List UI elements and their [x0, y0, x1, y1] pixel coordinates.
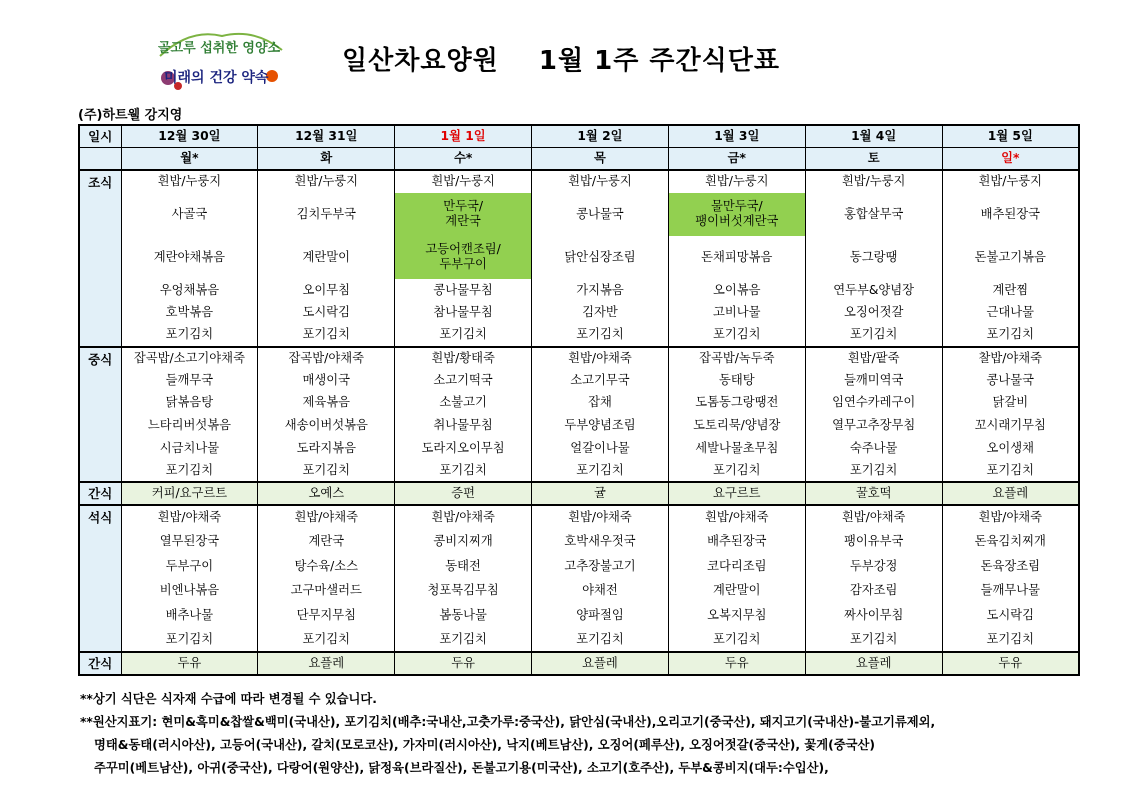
- dinner-row: [79, 529, 1079, 554]
- menu-item: 흰밥/야채죽: [668, 505, 805, 530]
- menu-item: 짜사이무침: [805, 603, 942, 628]
- menu-item: 포기김치: [121, 324, 258, 347]
- menu-item: 포기김치: [395, 459, 532, 482]
- menu-item: 돈채피망볶음: [668, 236, 805, 279]
- menu-item: 두부양념조림: [532, 414, 669, 437]
- lunch-row: [79, 347, 1079, 370]
- menu-item: 소고기무국: [532, 369, 669, 392]
- menu-item: 계란찜: [942, 279, 1079, 302]
- menu-item: 청포묵김무침: [395, 578, 532, 603]
- logo-line1: 골고루 섭취한 영양소: [158, 41, 281, 56]
- menu-item: 흰밥/누룽지: [942, 170, 1079, 193]
- menu-item: 가지볶음: [532, 279, 669, 302]
- menu-item: 비엔나볶음: [121, 578, 258, 603]
- snack-item: 요플레: [942, 482, 1079, 505]
- snack-item: 꿀호떡: [805, 482, 942, 505]
- menu-item: 두부구이: [121, 554, 258, 579]
- weekday-cell: 월*: [121, 148, 258, 171]
- snack-item: 요플레: [258, 652, 395, 675]
- note-origin-1: **원산지표기: 현미&흑미&찹쌀&백미(국내산), 포기김치(배추:국내산,고춧가루:중국산), 닭안심(국내산),오리고기(중국산), 돼지고기(국내산)-불고기류제외,: [80, 715, 936, 729]
- weekday-cell: 수*: [395, 148, 532, 171]
- menu-item: 양파절임: [532, 603, 669, 628]
- menu-item: 임연수카레구이: [805, 392, 942, 415]
- breakfast-row: [79, 279, 1079, 302]
- lunch-row: [79, 459, 1079, 482]
- snack-item: 요플레: [805, 652, 942, 675]
- title-center: 일산차요양원: [341, 46, 499, 76]
- menu-item: 김자반: [532, 301, 669, 324]
- menu-item: 돈육김치찌개: [942, 529, 1079, 554]
- menu-item: 오이무침: [258, 279, 395, 302]
- menu-item: 단무지무침: [258, 603, 395, 628]
- menu-item: 계란말이: [258, 236, 395, 279]
- menu-item: 사골국: [121, 193, 258, 236]
- menu-item: 물만두국/ 팽이버섯계란국: [668, 193, 805, 236]
- menu-item: 연두부&양념장: [805, 279, 942, 302]
- date-cell: 1월 1일: [395, 125, 532, 148]
- menu-item: 계란말이: [668, 578, 805, 603]
- menu-item: 흰밥/야채죽: [532, 505, 669, 530]
- header-label: 일시: [79, 125, 121, 148]
- menu-item: 돈불고기볶음: [942, 236, 1079, 279]
- logo-line2: 미래의 건강 약속: [164, 70, 269, 86]
- menu-item: 동그랑땡: [805, 236, 942, 279]
- menu-item: 배추나물: [121, 603, 258, 628]
- menu-item: 매생이국: [258, 369, 395, 392]
- menu-item: 돈육장조림: [942, 554, 1079, 579]
- snack-item: 두유: [668, 652, 805, 675]
- menu-item: 도라지오이무침: [395, 437, 532, 460]
- snack2-label: 간식: [79, 652, 121, 675]
- snack-item: 두유: [121, 652, 258, 675]
- menu-item: 닭볶음탕: [121, 392, 258, 415]
- menu-item: 흰밥/누룽지: [258, 170, 395, 193]
- menu-item: 흰밥/야채죽: [805, 505, 942, 530]
- menu-item: 오이생채: [942, 437, 1079, 460]
- menu-item: 고등어캔조림/ 두부구이: [395, 236, 532, 279]
- menu-item: 흰밥/야채죽: [121, 505, 258, 530]
- menu-item: 포기김치: [668, 324, 805, 347]
- menu-item: 세발나물초무침: [668, 437, 805, 460]
- menu-item: 얼갈이나물: [532, 437, 669, 460]
- snack-item: 오예스: [258, 482, 395, 505]
- menu-item: 고비나물: [668, 301, 805, 324]
- menu-item: 포기김치: [258, 459, 395, 482]
- menu-item: 포기김치: [668, 459, 805, 482]
- breakfast-row: [79, 236, 1079, 279]
- note-origin-2: 명태&동태(러시아산), 고등어(국내산), 갈치(모로코산), 가자미(러시아산), 낙지(베트남산), 오징어(페루산), 오징어젓갈(중국산), 꽃게(중국산): [94, 738, 876, 752]
- menu-item: 포기김치: [532, 324, 669, 347]
- date-cell: 1월 3일: [668, 125, 805, 148]
- menu-item: 호박새우젓국: [532, 529, 669, 554]
- menu-item: 배추된장국: [942, 193, 1079, 236]
- menu-item: 고구마샐러드: [258, 578, 395, 603]
- menu-item: 흰밥/누룽지: [395, 170, 532, 193]
- snack1-row: [79, 482, 1079, 505]
- menu-item: 잡곡밥/녹두죽: [668, 347, 805, 370]
- lunch-row: [79, 392, 1079, 415]
- weekday-row: [79, 148, 1079, 171]
- menu-item: 흰밥/팥죽: [805, 347, 942, 370]
- menu-item: 잡곡밥/야채죽: [258, 347, 395, 370]
- breakfast-row: [79, 301, 1079, 324]
- snack-item: 증편: [395, 482, 532, 505]
- menu-item: 배추된장국: [668, 529, 805, 554]
- menu-item: 취나물무침: [395, 414, 532, 437]
- menu-item: 우엉채볶음: [121, 279, 258, 302]
- dinner-row: [79, 554, 1079, 579]
- menu-item: 도토리묵/양념장: [668, 414, 805, 437]
- menu-item: 소고기떡국: [395, 369, 532, 392]
- menu-item: 들깨미역국: [805, 369, 942, 392]
- menu-item: 만두국/ 계란국: [395, 193, 532, 236]
- menu-item: 탕수육/소스: [258, 554, 395, 579]
- lunch-row: [79, 369, 1079, 392]
- note-origin-3: 주꾸미(베트남산), 아귀(중국산), 다랑어(원양산), 닭정육(브라질산), 돈불고기용(미국산), 소고기(호주산), 두부&콩비지(대두:수입산),: [94, 761, 829, 775]
- menu-item: 콩비지찌개: [395, 529, 532, 554]
- snack-item: 요구르트: [668, 482, 805, 505]
- menu-item: 흰밥/황태죽: [395, 347, 532, 370]
- menu-item: 계란국: [258, 529, 395, 554]
- menu-item: 오복지무침: [668, 603, 805, 628]
- notes: [80, 688, 935, 780]
- breakfast-row: [79, 170, 1079, 193]
- date-cell: 12월 31일: [258, 125, 395, 148]
- menu-item: 흰밥/야채죽: [942, 505, 1079, 530]
- lunch-row: [79, 437, 1079, 460]
- menu-item: 흰밥/누룽지: [805, 170, 942, 193]
- menu-item: 김치두부국: [258, 193, 395, 236]
- menu-item: 열무고추장무침: [805, 414, 942, 437]
- menu-item: 흰밥/야채죽: [532, 347, 669, 370]
- weekday-cell: 화: [258, 148, 395, 171]
- menu-item: 고추장불고기: [532, 554, 669, 579]
- menu-item: 잡채: [532, 392, 669, 415]
- dinner-row: [79, 603, 1079, 628]
- snack-item: 커피/요구르트: [121, 482, 258, 505]
- menu-item: 닭안심장조림: [532, 236, 669, 279]
- menu-item: 흰밥/야채죽: [258, 505, 395, 530]
- menu-item: 팽이유부국: [805, 529, 942, 554]
- snack-item: 귤: [532, 482, 669, 505]
- weekday-cell: 토: [805, 148, 942, 171]
- menu-item: 도시락김: [258, 301, 395, 324]
- menu-item: 포기김치: [942, 459, 1079, 482]
- menu-item: 포기김치: [258, 628, 395, 653]
- lunch-label: 중식: [79, 347, 121, 482]
- date-cell: 12월 30일: [121, 125, 258, 148]
- weekday-cell: 금*: [668, 148, 805, 171]
- menu-item: 오징어젓갈: [805, 301, 942, 324]
- menu-item: 포기김치: [668, 628, 805, 653]
- date-cell: 1월 2일: [532, 125, 669, 148]
- menu-item: 감자조림: [805, 578, 942, 603]
- breakfast-label: 조식: [79, 170, 121, 346]
- snack-item: 두유: [942, 652, 1079, 675]
- menu-item: 호박볶음: [121, 301, 258, 324]
- menu-item: 코다리조림: [668, 554, 805, 579]
- menu-item: 포기김치: [942, 628, 1079, 653]
- menu-item: 도라지볶음: [258, 437, 395, 460]
- menu-item: 도시락김: [942, 603, 1079, 628]
- menu-item: 꼬시래기무침: [942, 414, 1079, 437]
- menu-item: 계란야채볶음: [121, 236, 258, 279]
- menu-item: 포기김치: [942, 324, 1079, 347]
- menu-item: 야채전: [532, 578, 669, 603]
- menu-item: 찰밥/야채죽: [942, 347, 1079, 370]
- menu-item: 봄동나물: [395, 603, 532, 628]
- menu-item: 참나물무침: [395, 301, 532, 324]
- note-change: **상기 식단은 식자재 수급에 따라 변경될 수 있습니다.: [80, 692, 377, 706]
- date-cell: 1월 5일: [942, 125, 1079, 148]
- menu-item: 포기김치: [805, 324, 942, 347]
- snack-item: 요플레: [532, 652, 669, 675]
- menu-item: 포기김치: [805, 459, 942, 482]
- dinner-row: [79, 505, 1079, 530]
- title-week: 1월 1주 주간식단표: [538, 46, 781, 76]
- menu-item: 흰밥/누룽지: [668, 170, 805, 193]
- menu-item: 들깨무국: [121, 369, 258, 392]
- header-blank: [79, 148, 121, 171]
- menu-item: 포기김치: [121, 628, 258, 653]
- dinner-row: [79, 628, 1079, 653]
- menu-item: 콩나물국: [532, 193, 669, 236]
- weekday-cell: 일*: [942, 148, 1079, 171]
- menu-table: [78, 124, 1080, 676]
- snack2-row: [79, 652, 1079, 675]
- menu-item: 들깨무나물: [942, 578, 1079, 603]
- menu-item: 콩나물무침: [395, 279, 532, 302]
- menu-item: 닭갈비: [942, 392, 1079, 415]
- date-cell: 1월 4일: [805, 125, 942, 148]
- menu-item: 잡곡밥/소고기야채죽: [121, 347, 258, 370]
- menu-item: 포기김치: [395, 628, 532, 653]
- weekday-cell: 목: [532, 148, 669, 171]
- menu-item: 포기김치: [805, 628, 942, 653]
- date-row: [79, 125, 1079, 148]
- dinner-label: 석식: [79, 505, 121, 653]
- menu-item: 도톰동그랑땡전: [668, 392, 805, 415]
- menu-item: 포기김치: [121, 459, 258, 482]
- menu-item: 오이볶음: [668, 279, 805, 302]
- menu-item: 느타리버섯볶음: [121, 414, 258, 437]
- snack-item: 두유: [395, 652, 532, 675]
- menu-item: 흰밥/누룽지: [532, 170, 669, 193]
- breakfast-row: [79, 324, 1079, 347]
- company-name: (주)하트웰 강지영: [78, 108, 183, 123]
- menu-item: 소불고기: [395, 392, 532, 415]
- menu-item: 새송이버섯볶음: [258, 414, 395, 437]
- menu-item: 홍합살무국: [805, 193, 942, 236]
- dinner-row: [79, 578, 1079, 603]
- menu-item: 포기김치: [532, 628, 669, 653]
- menu-item: 두부강정: [805, 554, 942, 579]
- snack1-label: 간식: [79, 482, 121, 505]
- menu-item: 콩나물국: [942, 369, 1079, 392]
- menu-item: 근대나물: [942, 301, 1079, 324]
- breakfast-row: [79, 193, 1079, 236]
- menu-item: 포기김치: [395, 324, 532, 347]
- lunch-row: [79, 414, 1079, 437]
- menu-item: 포기김치: [258, 324, 395, 347]
- menu-item: 시금치나물: [121, 437, 258, 460]
- menu-item: 포기김치: [532, 459, 669, 482]
- menu-item: 흰밥/야채죽: [395, 505, 532, 530]
- menu-item: 동태탕: [668, 369, 805, 392]
- menu-item: 제육볶음: [258, 392, 395, 415]
- menu-item: 동태전: [395, 554, 532, 579]
- page-title: [0, 40, 1122, 77]
- menu-item: 숙주나물: [805, 437, 942, 460]
- menu-item: 열무된장국: [121, 529, 258, 554]
- menu-item: 흰밥/누룽지: [121, 170, 258, 193]
